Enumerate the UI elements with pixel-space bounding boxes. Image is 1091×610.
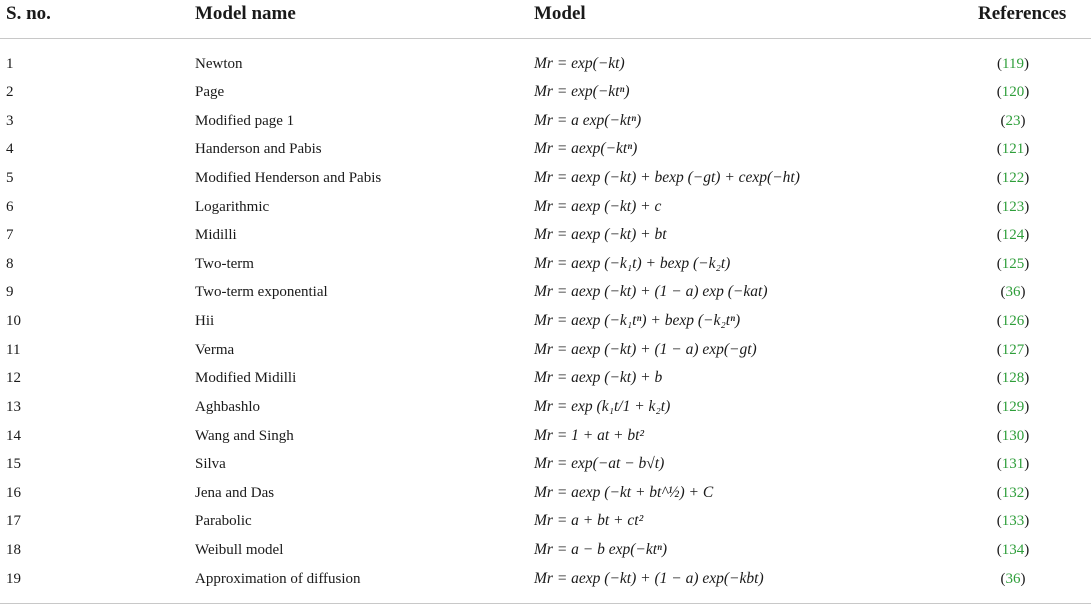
close-paren: ) bbox=[1024, 227, 1030, 244]
reference-cell bbox=[960, 221, 1066, 250]
open-paren: ( bbox=[996, 141, 1002, 158]
reference-link[interactable]: 132 bbox=[1001, 484, 1025, 501]
row-number: 1 bbox=[6, 55, 14, 72]
close-paren: ) bbox=[1024, 141, 1030, 158]
model-equation: Mr = a − b exp(−ktⁿ) bbox=[534, 541, 668, 559]
reference-cell bbox=[960, 450, 1066, 479]
table-row bbox=[0, 250, 1091, 279]
model-name: Modified Midilli bbox=[195, 370, 297, 387]
close-paren: ) bbox=[1024, 370, 1030, 387]
row-number: 18 bbox=[6, 542, 21, 559]
reference-cell bbox=[960, 422, 1066, 451]
model-name: Hii bbox=[195, 313, 215, 330]
row-number: 17 bbox=[6, 513, 21, 530]
reference-cell bbox=[960, 250, 1066, 279]
bottom-rule bbox=[0, 603, 1091, 604]
reference-cell bbox=[960, 135, 1066, 164]
row-number: 3 bbox=[6, 112, 14, 129]
model-equation: Mr = exp(−kt) bbox=[534, 54, 625, 72]
reference-cell bbox=[960, 336, 1066, 365]
model-equation: Mr = aexp (−kt) + (1 − a) exp(−kbt) bbox=[534, 569, 764, 587]
close-paren: ) bbox=[1024, 169, 1030, 186]
reference-link[interactable]: 120 bbox=[1001, 84, 1025, 101]
reference-link[interactable]: 128 bbox=[1001, 370, 1025, 387]
open-paren: ( bbox=[1000, 570, 1006, 587]
reference-link[interactable]: 124 bbox=[1001, 227, 1025, 244]
model-equation: Mr = aexp (−kt) + bexp (−gt) + cexp(−ht) bbox=[534, 168, 800, 186]
table-row bbox=[0, 507, 1091, 536]
header-sno: S. no. bbox=[6, 3, 51, 24]
row-number: 8 bbox=[6, 255, 14, 272]
model-equation: Mr = aexp(−ktⁿ) bbox=[534, 140, 638, 158]
open-paren: ( bbox=[1000, 112, 1006, 129]
open-paren: ( bbox=[996, 341, 1002, 358]
table-row bbox=[0, 221, 1091, 250]
header-model: Model bbox=[534, 3, 586, 24]
row-number: 10 bbox=[6, 313, 21, 330]
table-row bbox=[0, 536, 1091, 565]
table-row bbox=[0, 78, 1091, 107]
close-paren: ) bbox=[1024, 313, 1030, 330]
row-number: 14 bbox=[6, 427, 21, 444]
row-number: 2 bbox=[6, 84, 14, 101]
model-equation: Mr = aexp (−kt) + b bbox=[534, 369, 663, 387]
reference-link[interactable]: 122 bbox=[1001, 169, 1025, 186]
row-number: 7 bbox=[6, 227, 14, 244]
close-paren: ) bbox=[1023, 55, 1029, 72]
open-paren: ( bbox=[996, 227, 1002, 244]
reference-link[interactable]: 119 bbox=[1002, 55, 1024, 72]
open-paren: ( bbox=[996, 84, 1002, 101]
table-row bbox=[0, 278, 1091, 307]
close-paren: ) bbox=[1024, 84, 1030, 101]
model-name: Two-term exponential bbox=[195, 284, 328, 301]
header-model-name: Model name bbox=[195, 3, 296, 24]
table-row bbox=[0, 107, 1091, 136]
close-paren: ) bbox=[1024, 255, 1030, 272]
row-number: 4 bbox=[6, 141, 14, 158]
open-paren: ( bbox=[996, 169, 1002, 186]
reference-cell bbox=[960, 307, 1066, 336]
reference-link[interactable]: 36 bbox=[1005, 570, 1021, 587]
open-paren: ( bbox=[1000, 284, 1006, 301]
model-equation: Mr = aexp (−kt) + (1 − a) exp(−gt) bbox=[534, 340, 757, 358]
model-equation: Mr = a exp(−ktⁿ) bbox=[534, 111, 642, 129]
close-paren: ) bbox=[1024, 341, 1030, 358]
close-paren: ) bbox=[1024, 198, 1030, 215]
model-name: Midilli bbox=[195, 227, 237, 244]
model-name: Handerson and Pabis bbox=[195, 141, 322, 158]
model-equation: Mr = exp (k₁t/1 + k₂t) bbox=[534, 397, 671, 415]
reference-link[interactable]: 126 bbox=[1001, 313, 1025, 330]
row-number: 12 bbox=[6, 370, 21, 387]
model-name: Wang and Singh bbox=[195, 427, 294, 444]
model-name: Modified Henderson and Pabis bbox=[195, 169, 382, 186]
reference-link[interactable]: 127 bbox=[1001, 341, 1025, 358]
table-row bbox=[0, 364, 1091, 393]
open-paren: ( bbox=[996, 456, 1002, 473]
table-row bbox=[0, 565, 1091, 594]
open-paren: ( bbox=[996, 313, 1002, 330]
model-equation: Mr = exp(−at − b√t) bbox=[534, 455, 665, 473]
model-name: Approximation of diffusion bbox=[195, 570, 361, 587]
reference-cell bbox=[960, 536, 1066, 565]
reference-cell bbox=[960, 364, 1066, 393]
reference-link[interactable]: 133 bbox=[1001, 513, 1025, 530]
table-row bbox=[0, 164, 1091, 193]
open-paren: ( bbox=[997, 55, 1003, 72]
model-name: Verma bbox=[195, 341, 235, 358]
model-name: Jena and Das bbox=[195, 484, 275, 501]
row-number: 6 bbox=[6, 198, 14, 215]
reference-link[interactable]: 131 bbox=[1001, 456, 1025, 473]
reference-link[interactable]: 121 bbox=[1001, 141, 1025, 158]
close-paren: ) bbox=[1024, 398, 1030, 415]
model-equation: Mr = aexp (−kt) + c bbox=[534, 197, 662, 215]
open-paren: ( bbox=[996, 484, 1002, 501]
model-name: Weibull model bbox=[195, 542, 284, 559]
close-paren: ) bbox=[1020, 112, 1026, 129]
reference-cell bbox=[960, 164, 1066, 193]
model-equation: Mr = 1 + at + bt² bbox=[534, 426, 645, 444]
reference-link[interactable]: 129 bbox=[1001, 398, 1025, 415]
row-number: 9 bbox=[6, 284, 14, 301]
close-paren: ) bbox=[1020, 284, 1026, 301]
model-equation: Mr = aexp (−kt) + bt bbox=[534, 226, 667, 244]
open-paren: ( bbox=[996, 542, 1002, 559]
open-paren: ( bbox=[996, 427, 1002, 444]
table-row bbox=[0, 307, 1091, 336]
reference-cell bbox=[960, 50, 1066, 79]
row-number: 11 bbox=[6, 341, 21, 358]
model-name: Silva bbox=[195, 456, 226, 473]
table-row bbox=[0, 135, 1091, 164]
table-row bbox=[0, 193, 1091, 222]
table-header bbox=[0, 0, 1091, 40]
model-name: Aghbashlo bbox=[195, 398, 260, 415]
reference-link[interactable]: 134 bbox=[1001, 542, 1025, 559]
close-paren: ) bbox=[1024, 513, 1030, 530]
table-row bbox=[0, 50, 1091, 79]
model-equation: Mr = exp(−ktⁿ) bbox=[534, 83, 630, 101]
table-row bbox=[0, 479, 1091, 508]
table-row bbox=[0, 336, 1091, 365]
row-number: 5 bbox=[6, 169, 14, 186]
open-paren: ( bbox=[996, 513, 1002, 530]
reference-cell bbox=[960, 565, 1066, 594]
close-paren: ) bbox=[1020, 570, 1026, 587]
model-equation: Mr = aexp (−k₁tⁿ) + bexp (−k₂tⁿ) bbox=[534, 312, 741, 330]
model-equation: Mr = aexp (−kt + bt^½) + C bbox=[534, 483, 714, 501]
reference-cell bbox=[960, 479, 1066, 508]
reference-cell bbox=[960, 193, 1066, 222]
model-equation: Mr = aexp (−kt) + (1 − a) exp (−kat) bbox=[534, 283, 768, 301]
reference-cell bbox=[960, 107, 1066, 136]
reference-cell bbox=[960, 507, 1066, 536]
reference-link[interactable]: 23 bbox=[1005, 112, 1021, 129]
open-paren: ( bbox=[996, 398, 1002, 415]
open-paren: ( bbox=[996, 255, 1002, 272]
reference-link[interactable]: 36 bbox=[1005, 284, 1021, 301]
table-row bbox=[0, 393, 1091, 422]
open-paren: ( bbox=[996, 198, 1002, 215]
table-row bbox=[0, 422, 1091, 451]
reference-link[interactable]: 123 bbox=[1001, 198, 1025, 215]
reference-cell bbox=[960, 393, 1066, 422]
reference-link[interactable]: 130 bbox=[1001, 427, 1025, 444]
close-paren: ) bbox=[1024, 542, 1030, 559]
row-number: 15 bbox=[6, 456, 21, 473]
model-name: Two-term bbox=[195, 255, 254, 272]
reference-cell bbox=[960, 78, 1066, 107]
open-paren: ( bbox=[996, 370, 1002, 387]
close-paren: ) bbox=[1024, 456, 1030, 473]
model-name: Modified page 1 bbox=[195, 112, 295, 129]
row-number: 19 bbox=[6, 570, 21, 587]
model-equation: Mr = a + bt + ct² bbox=[534, 512, 644, 530]
close-paren: ) bbox=[1024, 484, 1030, 501]
model-name: Page bbox=[195, 84, 225, 101]
header-rule bbox=[0, 38, 1091, 39]
row-number: 16 bbox=[6, 484, 21, 501]
table-row bbox=[0, 450, 1091, 479]
row-number: 13 bbox=[6, 398, 21, 415]
header-references: References bbox=[978, 3, 1067, 24]
reference-link[interactable]: 125 bbox=[1001, 255, 1025, 272]
reference-cell bbox=[960, 278, 1066, 307]
model-name: Parabolic bbox=[195, 513, 252, 530]
model-equation: Mr = aexp (−k₁t) + bexp (−k₂t) bbox=[534, 254, 731, 272]
close-paren: ) bbox=[1024, 427, 1030, 444]
model-name: Logarithmic bbox=[195, 198, 270, 215]
model-name: Newton bbox=[195, 55, 243, 72]
